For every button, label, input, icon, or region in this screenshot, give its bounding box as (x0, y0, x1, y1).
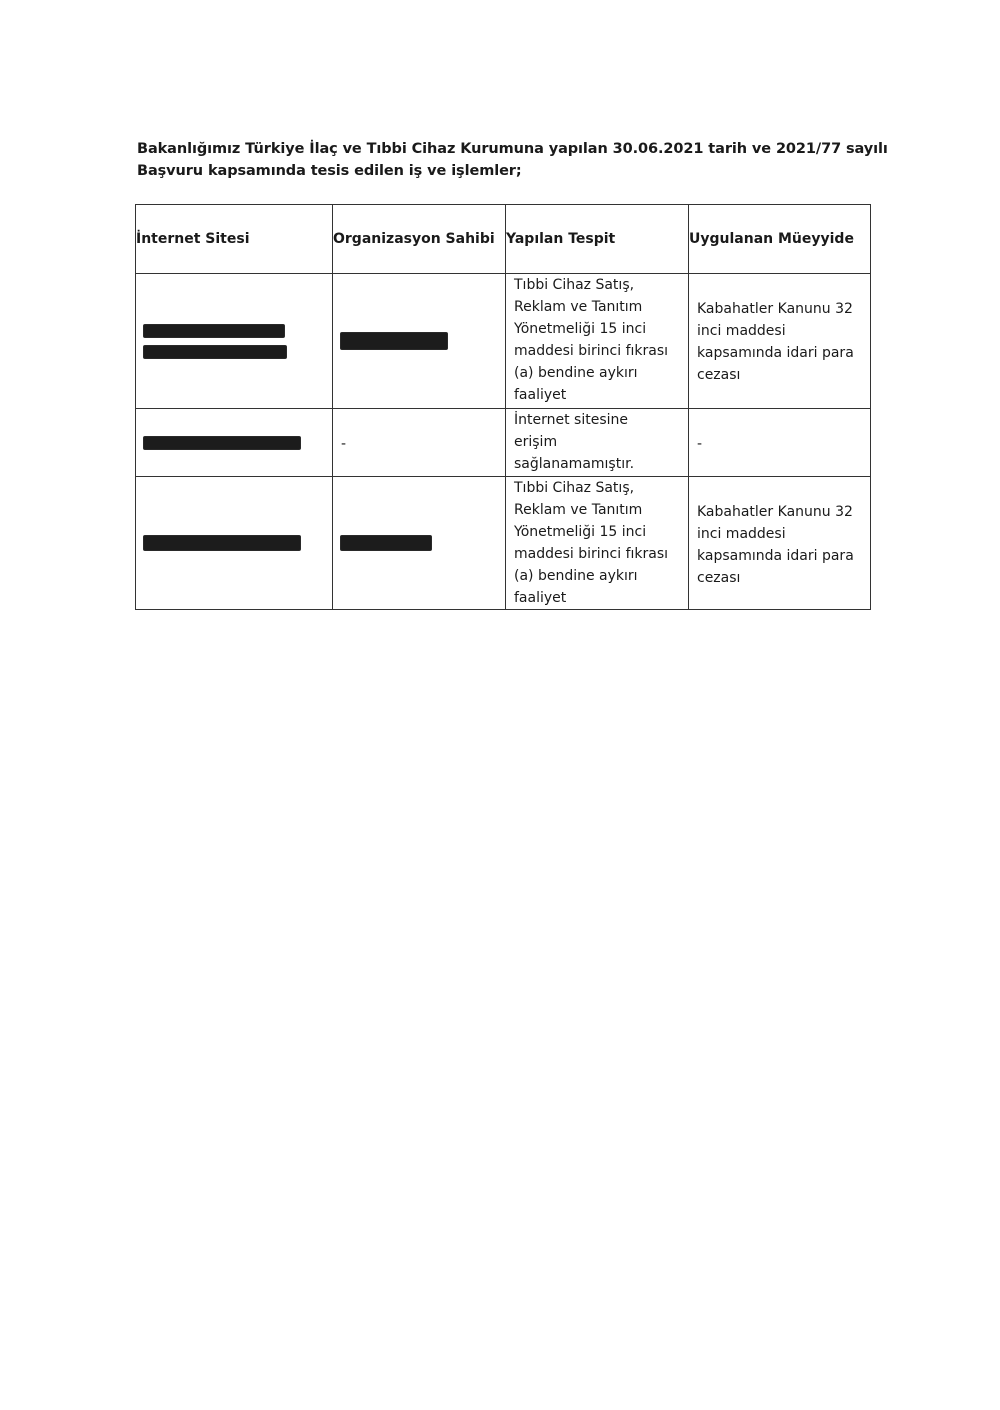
sanction-line: inci maddesi (697, 323, 786, 339)
heading-line-2: Başvuru kapsamında tesis edilen iş ve işlemler; (137, 163, 522, 179)
header-sanction: Uygulanan Müeyyide (689, 205, 871, 274)
sanction-value: - (697, 436, 703, 452)
table-header-row (136, 205, 871, 274)
table-row (136, 274, 871, 409)
heading-line-1: Bakanlığımız Türkiye İlaç ve Tıbbi Cihaz Kurumuna yapılan 30.06.2021 tarih ve 2021/77 sayılı (137, 141, 888, 157)
header-finding: Yapılan Tespit (506, 205, 689, 274)
table-row (136, 409, 871, 477)
owner-cell (333, 274, 506, 409)
sanction-line: Kabahatler Kanunu 32 (697, 301, 853, 317)
finding-line: Tıbbi Cihaz Satış, (514, 277, 635, 293)
finding-line: sağlanamamıştır. (514, 456, 635, 472)
finding-line: Reklam ve Tanıtım (514, 502, 643, 518)
finding-line: Yönetmeliği 15 inci (514, 321, 647, 337)
owner-cell (333, 477, 506, 610)
website-cell (136, 274, 333, 409)
redacted-website (136, 325, 332, 358)
redacted-owner (333, 333, 505, 349)
finding-line: maddesi birinci fıkrası (514, 546, 669, 562)
sanction-line: cezası (697, 367, 741, 383)
sanction-line: kapsamında idari para (697, 345, 854, 361)
finding-line: Tıbbi Cihaz Satış, (514, 480, 635, 496)
finding-line: İnternet sitesine (514, 412, 628, 428)
sanction-cell (689, 274, 871, 409)
finding-cell (506, 274, 689, 409)
finding-line: erişim (514, 434, 558, 450)
redacted-website (136, 536, 332, 550)
finding-line: Yönetmeliği 15 inci (514, 524, 647, 540)
website-cell (136, 409, 333, 477)
sanction-line: Kabahatler Kanunu 32 (697, 504, 853, 520)
actions-table (135, 204, 871, 610)
website-cell (136, 477, 333, 610)
document-heading (137, 138, 897, 182)
finding-line: (a) bendine aykırı (514, 568, 638, 584)
finding-line: (a) bendine aykırı (514, 365, 638, 381)
redacted-website (136, 437, 332, 449)
finding-line: maddesi birinci fıkrası (514, 343, 669, 359)
table-row (136, 477, 871, 610)
sanction-line: kapsamında idari para (697, 548, 854, 564)
finding-cell (506, 477, 689, 610)
owner-value: - (341, 436, 347, 452)
finding-cell (506, 409, 689, 477)
sanction-line: cezası (697, 570, 741, 586)
sanction-line: inci maddesi (697, 526, 786, 542)
owner-cell (333, 409, 506, 477)
finding-line: Reklam ve Tanıtım (514, 299, 643, 315)
sanction-cell (689, 409, 871, 477)
header-organization-owner: Organizasyon Sahibi (333, 205, 506, 274)
header-website: İnternet Sitesi (136, 205, 333, 274)
finding-line: faaliyet (514, 590, 567, 606)
sanction-cell (689, 477, 871, 610)
finding-line: faaliyet (514, 387, 567, 403)
redacted-owner (333, 536, 505, 550)
